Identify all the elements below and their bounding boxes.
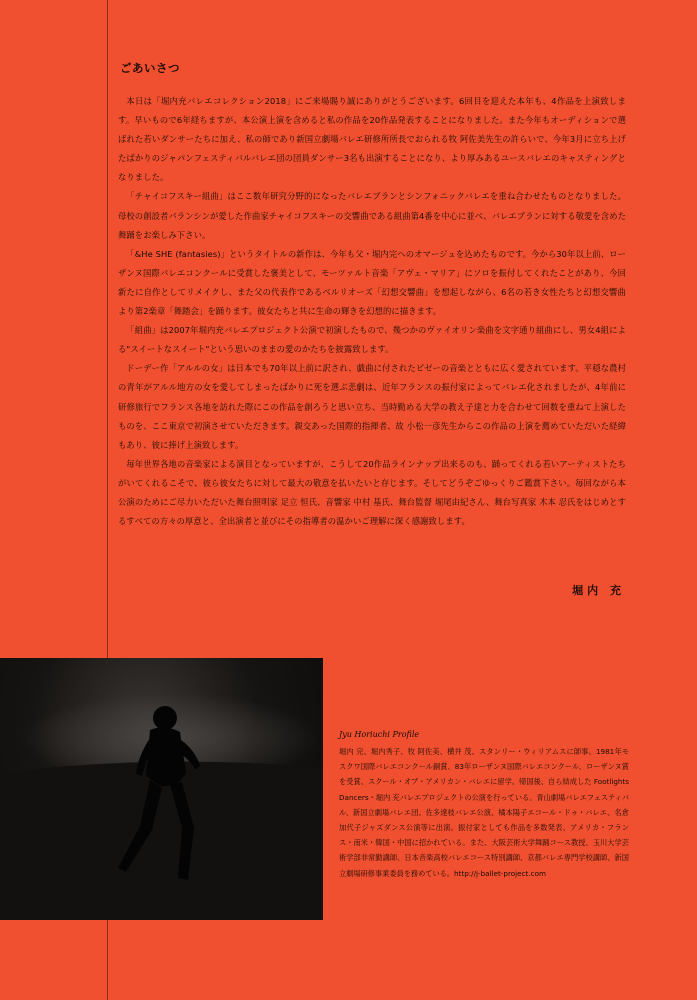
signature: 堀内 充	[572, 584, 625, 597]
greeting-body	[118, 92, 626, 531]
greeting-paragraph: ドーデー作「アルルの女」は日本でも70年以上前に訳され、戯曲に付されたビゼーの音楽とともに広く愛されています。平穏な農村の青年がアルル地方の女を愛してしまったばかりに死を選ぶ悲劇は、近年フランスの振付家によってバレエ化されましたが、4年前に研修旅行でフランス各地を訪れた際にこの作品を創ろうと思い立ち、当時勤める大学の教え子達と力を合わせて回数を重ねて上演したものを、ここ東京で初演させていただきます。親交あった国際的指揮者、故 小松一彦先生からこの作品の上演を薦めていただいた経緯もあり、彼に捧げ上演致します。	[118, 363, 626, 450]
greeting-paragraph: 「組曲」は2007年堀内充バレエプロジェクト公演で初演したもので、幾つかのヴァイオリン楽曲を文字通り組曲にし、男女4組による"スイートなスイート"という思いのままの愛のかたちを披露致します。	[118, 325, 626, 355]
greeting-paragraph: 「&He SHE (fantasies)」というタイトルの新作は、今年も父・堀内完へのオマージュを込めたものです。今から30年以上前、ローザンヌ国際バレエコンクールに受賞した褒美として、モーツァルト音楽「アヴェ・マリア」にソロを振付してくれたことがあり、今回新たに自作としてリメイクし、また父の代表作であるベルリオーズ「幻想交響曲」を想起しながら、6名の若き女性たちと幻想交響曲より第2楽章「舞踏会」を踊ります。彼女たちと共に生命の輝きを幻想的に描きます。	[118, 248, 626, 317]
profile-paragraph: 堀内 完、堀内秀子、牧 阿佐美、横井 茂、スタンリー・ウィリアムスに師事。1981年モスクワ国際バレエコンクール銅賞、83年ローザンヌ国際バレエコンクール、ローザンヌ賞を受賞、スクール・オブ・アメリカン・バレエに留学。帰国後、自ら結成した Footlights Dancers・堀内 充バレエプロジェクトの公演を行っている。青山劇場バレエフェスティバル、新国立劇場バレエ団、佐多達枝バレエ公演、橘本陽子エコール・ドゥ・バレエ、名倉加代子ジャズダンス公演等に出演。振付家としても作品を多数発表、アメリカ・フランス・南米・韓国・中国に招かれている。また、大阪芸術大学舞踊コース教授、玉川大学芸術学部非常勤講師、日本音楽高校バレエコース特別講師、京都バレエ専門学校講師、新国立劇場研修事業委員を務めている。http://j-ballet-project.com	[339, 747, 629, 878]
dancer-photo-illustration	[0, 658, 323, 920]
greeting-paragraph: 本日は「堀内充バレエコレクション2018」にご来場賜り誠にありがとうございます。6回目を迎えた本年も、4作品を上演致します。早いもので6年経ちますが、本公演上演を含めると私の作品を20作品発表することになりました。また今年もオーディションで選ばれた若いダンサーたちに加え、私の師であり新国立劇場バレエ研修所所長でおられる牧 阿佐美先生の許らいで、今年3月に立ち上げたばかりのジャパンフェスティバルバレエ団の団員ダンサー3名も出演することになり、より厚みあるユースバレエのキャスティングとなりました。	[118, 96, 626, 183]
profile-body	[339, 744, 629, 881]
greeting-paragraph: 毎年世界各地の音楽家による演目となっていますが、こうして20作品ラインナップ出来るのも、踊ってくれる若いアーティストたちがいてくれるこそで、彼ら彼女たちに対して最大の敬意を払いたいと存じます。そしてどうぞごゆっくりご鑑賞下さい。毎回ながら本公演のためにご尽力いただいた舞台照明家 足立 恒氏、音響家 中村 基氏、舞台監督 堀尾由紀さん、舞台写真家 木本 忍氏をはじめとするすべての方々の厚意と、全出演者と並びにその指導者の温かいご理解に深く感謝致します。	[118, 458, 626, 527]
profile-title: Jyu Horiuchi Profile	[339, 730, 420, 739]
dancer-photo	[0, 658, 323, 920]
greeting-heading: ごあいさつ	[120, 61, 180, 75]
greeting-paragraph: 「チャイコフスキー組曲」はここ数年研究分野的になったバレエブランとシンフォニックバレエを重ね合わせたものとなりました。母校の創設者バランシンが愛した作曲家チャイコフスキーの交響曲である組曲第4番を中心に並べ、バレエブランに対する敬愛を含めた舞踊をお楽しみ下さい。	[118, 191, 626, 240]
